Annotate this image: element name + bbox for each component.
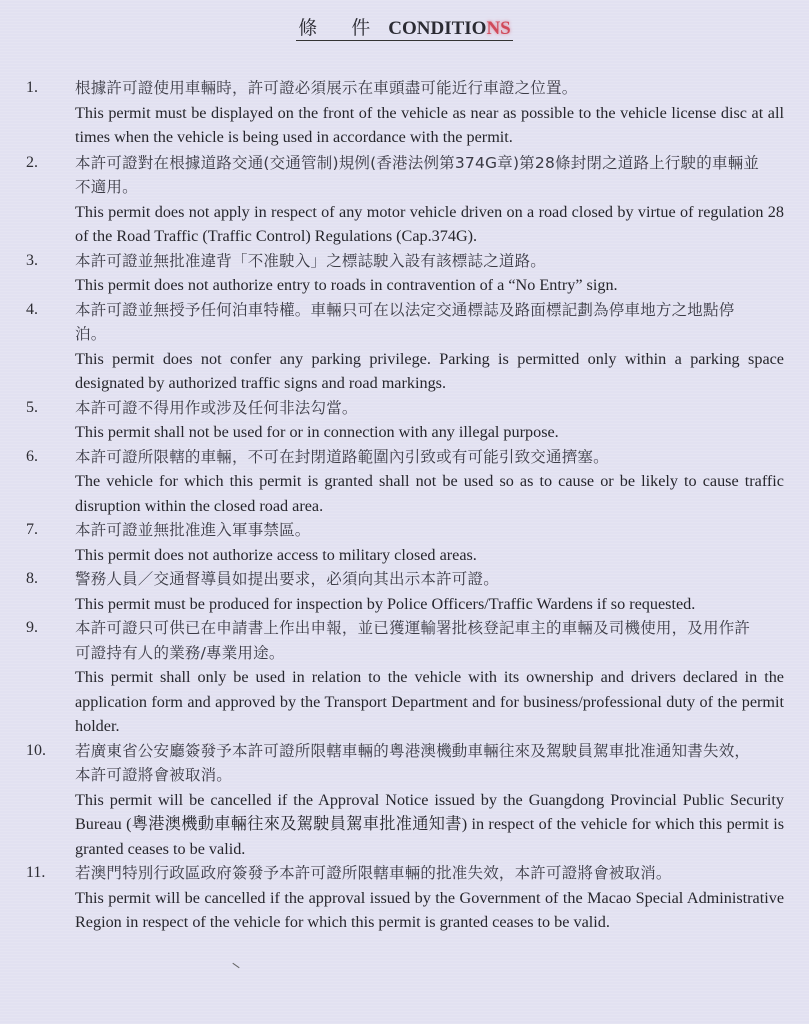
condition-text-zh: 本許可證並無批准進入軍事禁區。 [75, 521, 311, 539]
condition-text-zh: 若廣東省公安廳簽發予本許可證所限轄車輛的粵港澳機動車輛往來及駕駛員駕車批准通知書失效，本許可證將會被取消。 [75, 741, 751, 784]
condition-text-zh: 本許可證並無批准違背「不准駛入」之標誌駛入設有該標誌之道路。 [75, 251, 547, 270]
condition-text-en: The vehicle for which this permit is granted shall not be used so as to cause or be likely to cause traffic disruption within the closed road area. [75, 472, 784, 515]
condition-number: 5. [26, 398, 38, 416]
condition-text-en: This permit shall only be used in relation to the vehicle with its ownership and drivers declared in the application form and approved by the Transport Department and for business/professional duty of the permit holder. [75, 668, 784, 735]
condition-text-en: This permit will be cancelled if the approval issued by the Government of the Macao Special Administrative Region in respect of the vehicle for which this permit is granted ceases to be valid. [75, 888, 784, 931]
condition-item-1 [0, 76, 809, 150]
condition-item-11 [0, 861, 809, 935]
condition-text-zh: 根據許可證使用車輛時，許可證必須展示在車頭盡可能近行車證之位置。 [75, 79, 578, 97]
title-en: CONDITIO [388, 18, 487, 39]
condition-number: 8. [26, 570, 38, 587]
condition-item-7 [0, 518, 809, 567]
condition-item-3 [0, 249, 809, 298]
title-zh-char-1: 條 [298, 18, 318, 39]
conditions-list [0, 76, 809, 935]
condition-item-10 [0, 739, 809, 862]
title-zh-char-2: 件 [351, 18, 371, 39]
condition-text-zh: 本許可證對在根據道路交通(交通管制)規例(香港法例第374G章)第28條封閉之道路上行駛的車輛並不適用。 [75, 153, 760, 196]
condition-text-en: This permit does not authorize access to military closed areas. [75, 545, 477, 564]
page-title [0, 18, 809, 41]
condition-text-zh: 若澳門特別行政區政府簽發予本許可證所限轄車輛的批准失效，本許可證將會被取消。 [75, 864, 672, 882]
condition-text-zh: 警務人員／交通督導員如提出要求，必須向其出示本許可證。 [75, 570, 499, 588]
condition-text-en: This permit does not confer any parking privilege. Parking is permitted only within a parking space designated by authorized traffic signs and road markings. [75, 349, 784, 392]
condition-text-en: This permit must be displayed on the front of the vehicle as near as possible to the vehicle license disc at all times when the vehicle is being used in accordance with the permit. [75, 103, 784, 146]
condition-item-2 [0, 151, 809, 249]
condition-text-en: This permit will be cancelled if the Approval Notice issued by the Guangdong Provincial Public Security Bureau (粵港澳機動車輛往來及駕駛員駕車批准通知書) in respect of the vehicle for which this permit is granted ceases to be valid. [75, 790, 784, 858]
condition-item-5 [0, 396, 809, 445]
title-en-highlight-mark: NS [486, 18, 511, 39]
condition-item-9 [0, 616, 809, 739]
condition-number: 9. [26, 619, 38, 636]
condition-number: 11. [26, 864, 46, 881]
condition-item-4 [0, 298, 809, 396]
condition-number: 1. [26, 79, 38, 96]
condition-text-zh: 本許可證只可供已在申請書上作出申報，並已獲運輸署批核登記車主的車輛及司機使用，及用作許可證持有人的業務/專業用途。 [75, 619, 751, 662]
condition-text-en: This permit does not authorize entry to roads in contravention of a “No Entry” sign. [75, 276, 618, 294]
pen-mark [232, 963, 239, 968]
condition-text-en: This permit shall not be used for or in connection with any illegal purpose. [75, 423, 559, 441]
condition-item-8 [0, 567, 809, 616]
condition-text-zh: 本許可證所限轄的車輛，不可在封閉道路範圍內引致或有可能引致交通擠塞。 [75, 447, 609, 466]
condition-number: 6. [26, 447, 38, 465]
condition-text-en: This permit does not apply in respect of any motor vehicle driven on a road closed by virtue of regulation 28 of the Road Traffic (Traffic Control) Regulations (Cap.374G). [75, 202, 784, 245]
condition-number: 7. [26, 521, 38, 538]
title-underlined [296, 18, 513, 41]
condition-text-zh: 本許可證並無授予任何泊車特權。車輛只可在以法定交通標誌及路面標記劃為停車地方之地點停泊。 [75, 300, 735, 343]
condition-number: 4. [26, 300, 38, 318]
condition-item-6 [0, 445, 809, 519]
condition-number: 10. [26, 741, 46, 759]
condition-number: 2. [26, 153, 38, 171]
condition-text-zh: 本許可證不得用作或涉及任何非法勾當。 [75, 398, 358, 417]
condition-number: 3. [26, 251, 38, 269]
condition-text-en: This permit must be produced for inspection by Police Officers/Traffic Wardens if so requested. [75, 594, 696, 613]
